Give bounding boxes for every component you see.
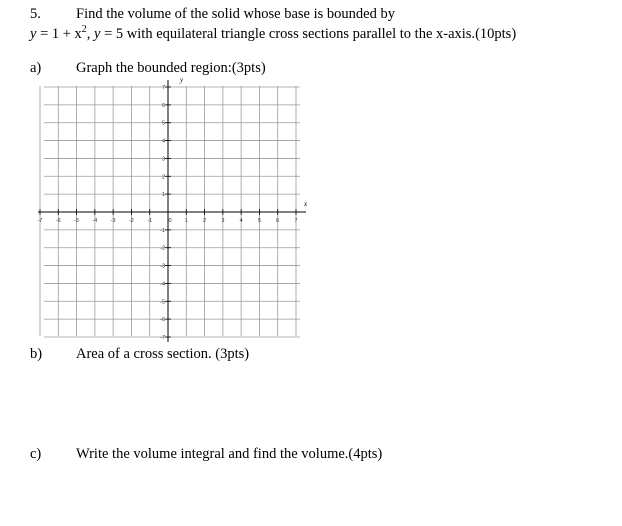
axes <box>38 80 306 342</box>
x-tick-label: -4 <box>92 218 98 224</box>
y-tick-label: 2 <box>161 174 165 181</box>
x-tick-label: 3 <box>221 218 225 224</box>
y-tick-label: -6 <box>160 317 165 324</box>
eq2-lhs: y <box>94 25 101 42</box>
y-tick-label: 1 <box>161 192 165 199</box>
problem-number: 5. <box>30 6 41 22</box>
y-tick-label: -2 <box>160 245 165 252</box>
part-c-text: Write the volume integral and find the volume.(4pts) <box>76 446 383 462</box>
part-a-label: a) <box>30 60 42 76</box>
y-tick-label: -7 <box>160 335 165 341</box>
x-tick-label: 5 <box>257 218 261 224</box>
part-b-label: b) <box>30 346 43 362</box>
x-tick-label: 6 <box>276 218 280 224</box>
x-tick-label: 7 <box>294 218 298 224</box>
eq-separator: , <box>86 25 95 42</box>
x-tick-label: -3 <box>110 218 116 224</box>
eq2-rhs: = 5 with equilateral triangle cross sections parallel to the x-axis.(10pts) <box>100 25 517 42</box>
problem-statement-line2 <box>30 24 516 43</box>
x-tick-label: 1 <box>184 218 188 224</box>
eq1-lhs: y <box>30 25 37 42</box>
coordinate-grid <box>36 76 316 344</box>
part-a-text: Graph the bounded region:(3pts) <box>76 60 266 76</box>
eq1-rhs: = 1 + x <box>36 25 82 42</box>
x-tick-label: 2 <box>203 218 207 224</box>
x-tick-label: -7 <box>37 218 43 224</box>
x-tick-label: -5 <box>74 218 80 224</box>
y-tick-label: 4 <box>161 138 165 145</box>
y-tick-label: 5 <box>161 120 165 127</box>
x-tick-label: 4 <box>239 218 243 224</box>
y-tick-label: -3 <box>160 263 165 270</box>
part-b-text: Area of a cross section. (3pts) <box>76 346 250 362</box>
problem-statement-line1: Find the volume of the solid whose base is bounded by <box>76 6 395 22</box>
y-tick-label: -5 <box>160 299 165 306</box>
y-tick-label: -1 <box>160 227 165 234</box>
y-tick-label: 3 <box>161 156 165 163</box>
eq1-exponent: 2 <box>81 24 87 35</box>
y-tick-label: 7 <box>161 85 165 91</box>
y-axis-ticks <box>160 85 171 341</box>
part-c-label: c) <box>30 446 42 462</box>
x-tick-label: -6 <box>55 218 61 224</box>
x-tick-label: -2 <box>128 218 134 224</box>
x-tick-label: 0 <box>168 218 172 224</box>
y-tick-label: -4 <box>160 281 165 288</box>
y-axis-label: y <box>180 76 184 84</box>
y-tick-label: 6 <box>161 102 165 109</box>
x-tick-label: -1 <box>147 218 153 224</box>
x-axis-label: x <box>304 200 308 208</box>
